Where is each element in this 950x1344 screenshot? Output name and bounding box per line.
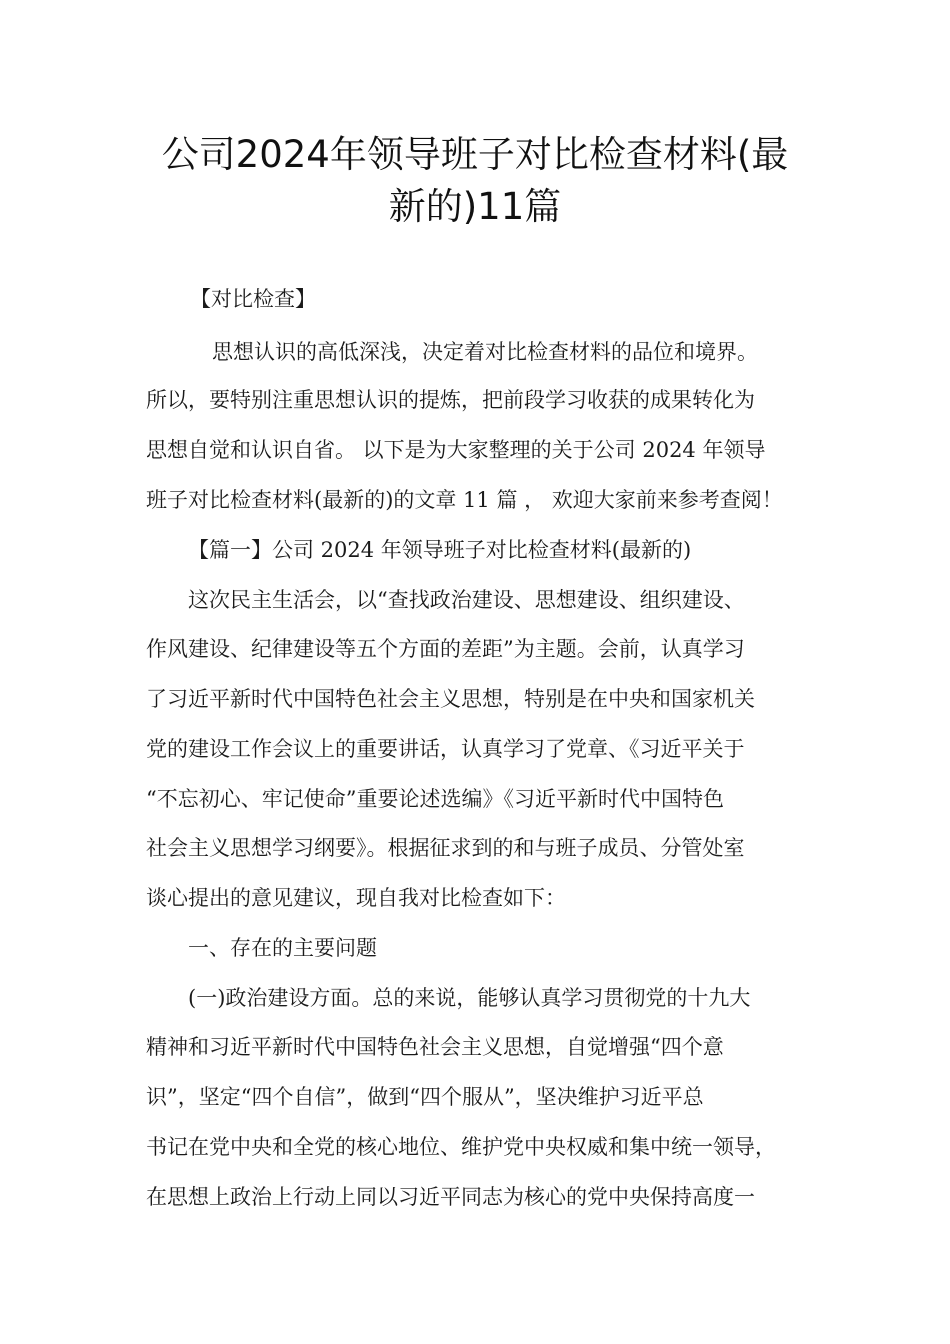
- document-title-line-2: 新的)11篇: [388, 185, 562, 228]
- body-line: 班子对比检查材料(最新的)的文章 11 篇 ， 欢迎大家前来参考查阅！: [146, 488, 783, 512]
- body-line: 所以，要特别注重思想认识的提炼，把前段学习收获的成果转化为: [146, 388, 755, 412]
- body-line: 这次民主生活会，以“查找政治建设、思想建设、组织建设、: [188, 588, 745, 612]
- chapter-heading-1: 【篇一】公司 2024 年领导班子对比检查材料(最新的): [188, 538, 692, 562]
- body-line: 书记在党中央和全党的核心地位、维护党中央权威和集中统一领导，: [146, 1135, 776, 1159]
- body-line: 党的建设工作会议上的重要讲话，认真学习了党章、《习近平关于: [146, 737, 745, 761]
- subheading-main-problems: 一、存在的主要问题: [188, 936, 377, 960]
- body-line: 思想认识的高低深浅，决定着对比检查材料的品位和境界。: [212, 340, 758, 364]
- body-line: 在思想上政治上行动上同以习近平同志为核心的党中央保持高度一: [146, 1185, 755, 1209]
- body-line: 识”，坚定“四个自信”，做到“四个服从”，坚决维护习近平总: [146, 1085, 704, 1109]
- body-line: 了习近平新时代中国特色社会主义思想，特别是在中央和国家机关: [146, 687, 755, 711]
- body-line: 谈心提出的意见建议，现自我对比检查如下：: [146, 886, 566, 910]
- section-heading-comparison: 【对比检查】: [190, 287, 316, 311]
- document-title-line-1: 公司2024年领导班子对比检查材料(最: [161, 133, 789, 176]
- body-line: 社会主义思想学习纲要》。根据征求到的和与班子成员、分管处室: [146, 836, 745, 860]
- body-line: 思想自觉和认识自省。 以下是为大家整理的关于公司 2024 年领导: [146, 438, 766, 462]
- body-line: 作风建设、纪律建设等五个方面的差距”为主题。会前，认真学习: [146, 637, 745, 661]
- body-line: 精神和习近平新时代中国特色社会主义思想，自觉增强“四个意: [146, 1035, 724, 1059]
- body-line: “不忘初心、牢记使命”重要论述选编》《习近平新时代中国特色: [146, 787, 724, 811]
- body-line: (一)政治建设方面。总的来说，能够认真学习贯彻党的十九大: [188, 986, 751, 1010]
